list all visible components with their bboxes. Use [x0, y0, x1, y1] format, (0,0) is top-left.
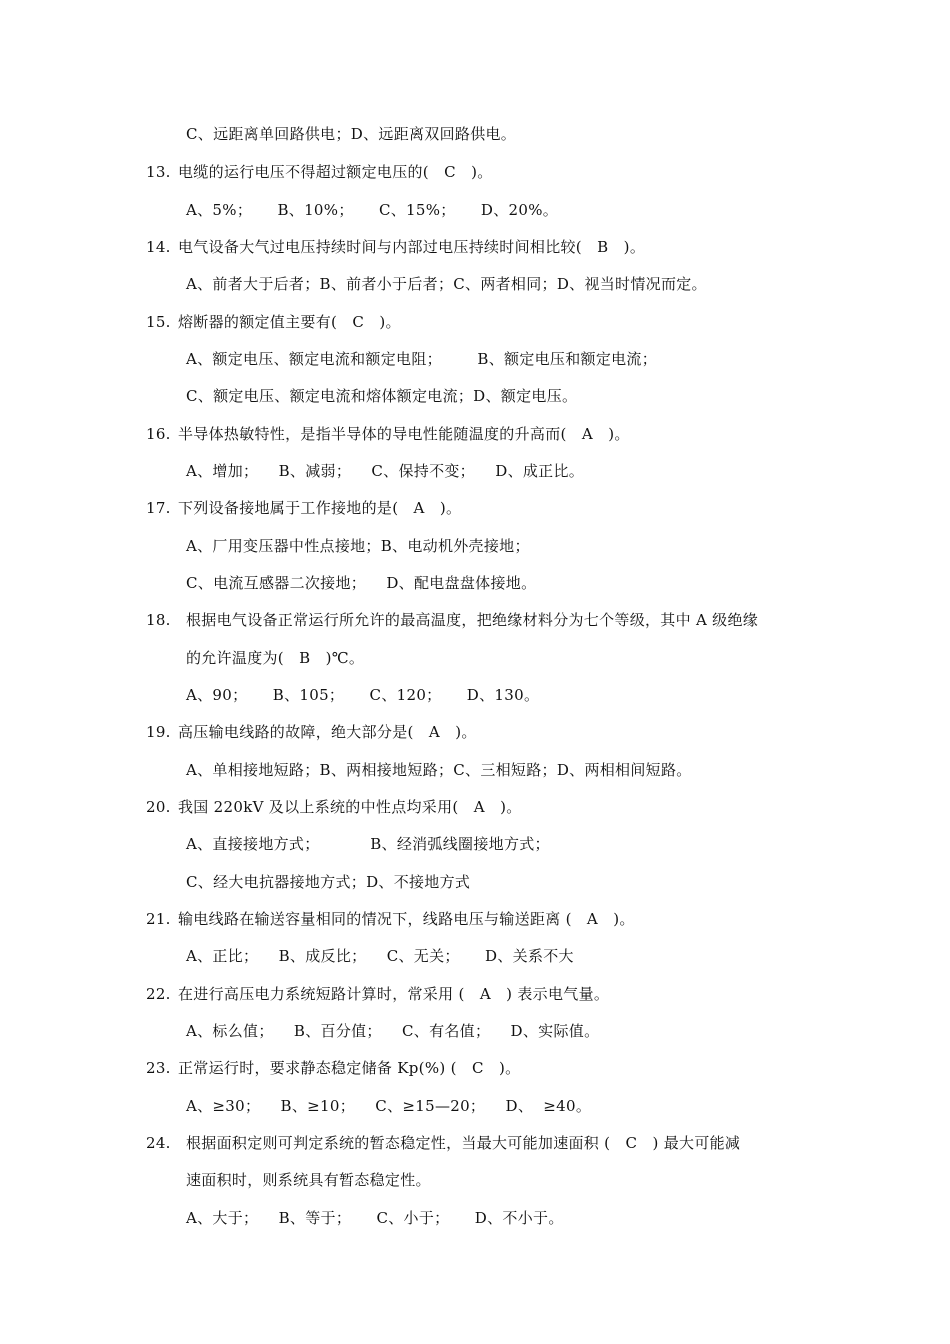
- question-number: 24.: [146, 1134, 171, 1152]
- option-line: [186, 834, 550, 854]
- question-continuation: [186, 648, 364, 668]
- question-15: [146, 312, 401, 332]
- question-14: [146, 237, 645, 257]
- question-number: 18.: [146, 611, 171, 629]
- option-line: [186, 760, 692, 780]
- question-13: [146, 162, 493, 182]
- option-line: [186, 461, 584, 481]
- option-line: [186, 349, 657, 369]
- question-number: 13.: [146, 163, 171, 181]
- question-number: 21.: [146, 910, 171, 928]
- question-continuation: [186, 1170, 431, 1190]
- line-text: C、额定电压、额定电流和熔体额定电流；D、额定电压。: [186, 387, 578, 405]
- option-line: [186, 872, 470, 892]
- line-text: A、前者大于后者；B、前者小于后者；C、两者相同；D、视当时情况而定。: [186, 275, 707, 293]
- line-text: A、正比； B、成反比； C、无关； D、关系不大: [186, 947, 574, 965]
- line-text: A、厂用变压器中性点接地；B、电动机外壳接地；: [186, 537, 530, 555]
- question-number: 16.: [146, 425, 171, 443]
- question-text: 输电线路在输送容量相同的情况下，线路电压与输送距离 ( A )。: [178, 910, 635, 928]
- line-text: A、标么值； B、百分值； C、有名值； D、实际值。: [186, 1022, 600, 1040]
- question-text: 电缆的运行电压不得超过额定电压的( C )。: [178, 163, 493, 181]
- line-text: A、大于； B、等于； C、小于； D、不小于。: [186, 1209, 564, 1227]
- option-line: [186, 685, 539, 705]
- question-text: 高压输电线路的故障，绝大部分是( A )。: [178, 723, 477, 741]
- line-text: A、5%； B、10%； C、15%； D、20%。: [186, 201, 559, 219]
- option-line: [186, 274, 707, 294]
- line-text: C、电流互感器二次接地； D、配电盘盘体接地。: [186, 574, 537, 592]
- line-text: A、增加； B、减弱； C、保持不变； D、成正比。: [186, 462, 585, 480]
- line-text: C、经大电抗器接地方式；D、不接地方式: [186, 873, 471, 891]
- option-line: [186, 124, 516, 144]
- question-22: [146, 984, 609, 1004]
- question-text: 正常运行时，要求静态稳定储备 Kp(%) ( C )。: [178, 1059, 521, 1077]
- option-line: [186, 1021, 599, 1041]
- option-line: [186, 946, 574, 966]
- question-19: [146, 722, 477, 742]
- question-text: 熔断器的额定值主要有( C )。: [178, 313, 401, 331]
- option-line: [186, 1208, 564, 1228]
- question-23: [146, 1058, 520, 1078]
- question-text: 根据面积定则可判定系统的暂态稳定性，当最大可能加速面积 ( C ) 最大可能减: [186, 1134, 741, 1152]
- question-text: 我国 220kV 及以上系统的中性点均采用( A )。: [178, 798, 522, 816]
- question-number: 22.: [146, 985, 171, 1003]
- question-24: [146, 1133, 740, 1153]
- line-text: A、额定电压、额定电流和额定电阻； B、额定电压和额定电流；: [186, 350, 658, 368]
- line-text: A、直接接地方式； B、经消弧线圈接地方式；: [186, 835, 550, 853]
- option-line: [186, 1096, 591, 1116]
- option-line: [186, 536, 530, 556]
- question-number: 20.: [146, 798, 171, 816]
- line-text: A、90； B、105； C、120； D、130。: [186, 686, 540, 704]
- line-text: A、≥30； B、≥10； C、≥15—20； D、 ≥40。: [186, 1097, 592, 1115]
- question-20: [146, 797, 522, 817]
- line-text: 的允许温度为( B )℃。: [186, 649, 365, 667]
- line-text: 速面积时，则系统具有暂态稳定性。: [186, 1171, 431, 1189]
- question-text: 下列设备接地属于工作接地的是( A )。: [178, 499, 462, 517]
- option-line: [186, 200, 558, 220]
- question-text: 电气设备大气过电压持续时间与内部过电压持续时间相比较( B )。: [178, 238, 646, 256]
- question-text: 根据电气设备正常运行所允许的最高温度，把绝缘材料分为七个等级，其中 A 级绝缘: [186, 611, 759, 629]
- question-17: [146, 498, 461, 518]
- question-16: [146, 424, 630, 444]
- question-number: 19.: [146, 723, 171, 741]
- question-21: [146, 909, 635, 929]
- question-number: 23.: [146, 1059, 171, 1077]
- option-line: [186, 386, 577, 406]
- question-number: 17.: [146, 499, 171, 517]
- line-text: A、单相接地短路；B、两相接地短路；C、三相短路；D、两相相间短路。: [186, 761, 692, 779]
- question-number: 15.: [146, 313, 171, 331]
- question-number: 14.: [146, 238, 171, 256]
- question-18: [146, 610, 758, 630]
- option-line: [186, 573, 536, 593]
- line-text: C、远距离单回路供电；D、远距离双回路供电。: [186, 125, 517, 143]
- question-text: 在进行高压电力系统短路计算时，常采用 ( A ) 表示电气量。: [178, 985, 610, 1003]
- question-text: 半导体热敏特性，是指半导体的导电性能随温度的升高而( A )。: [178, 425, 630, 443]
